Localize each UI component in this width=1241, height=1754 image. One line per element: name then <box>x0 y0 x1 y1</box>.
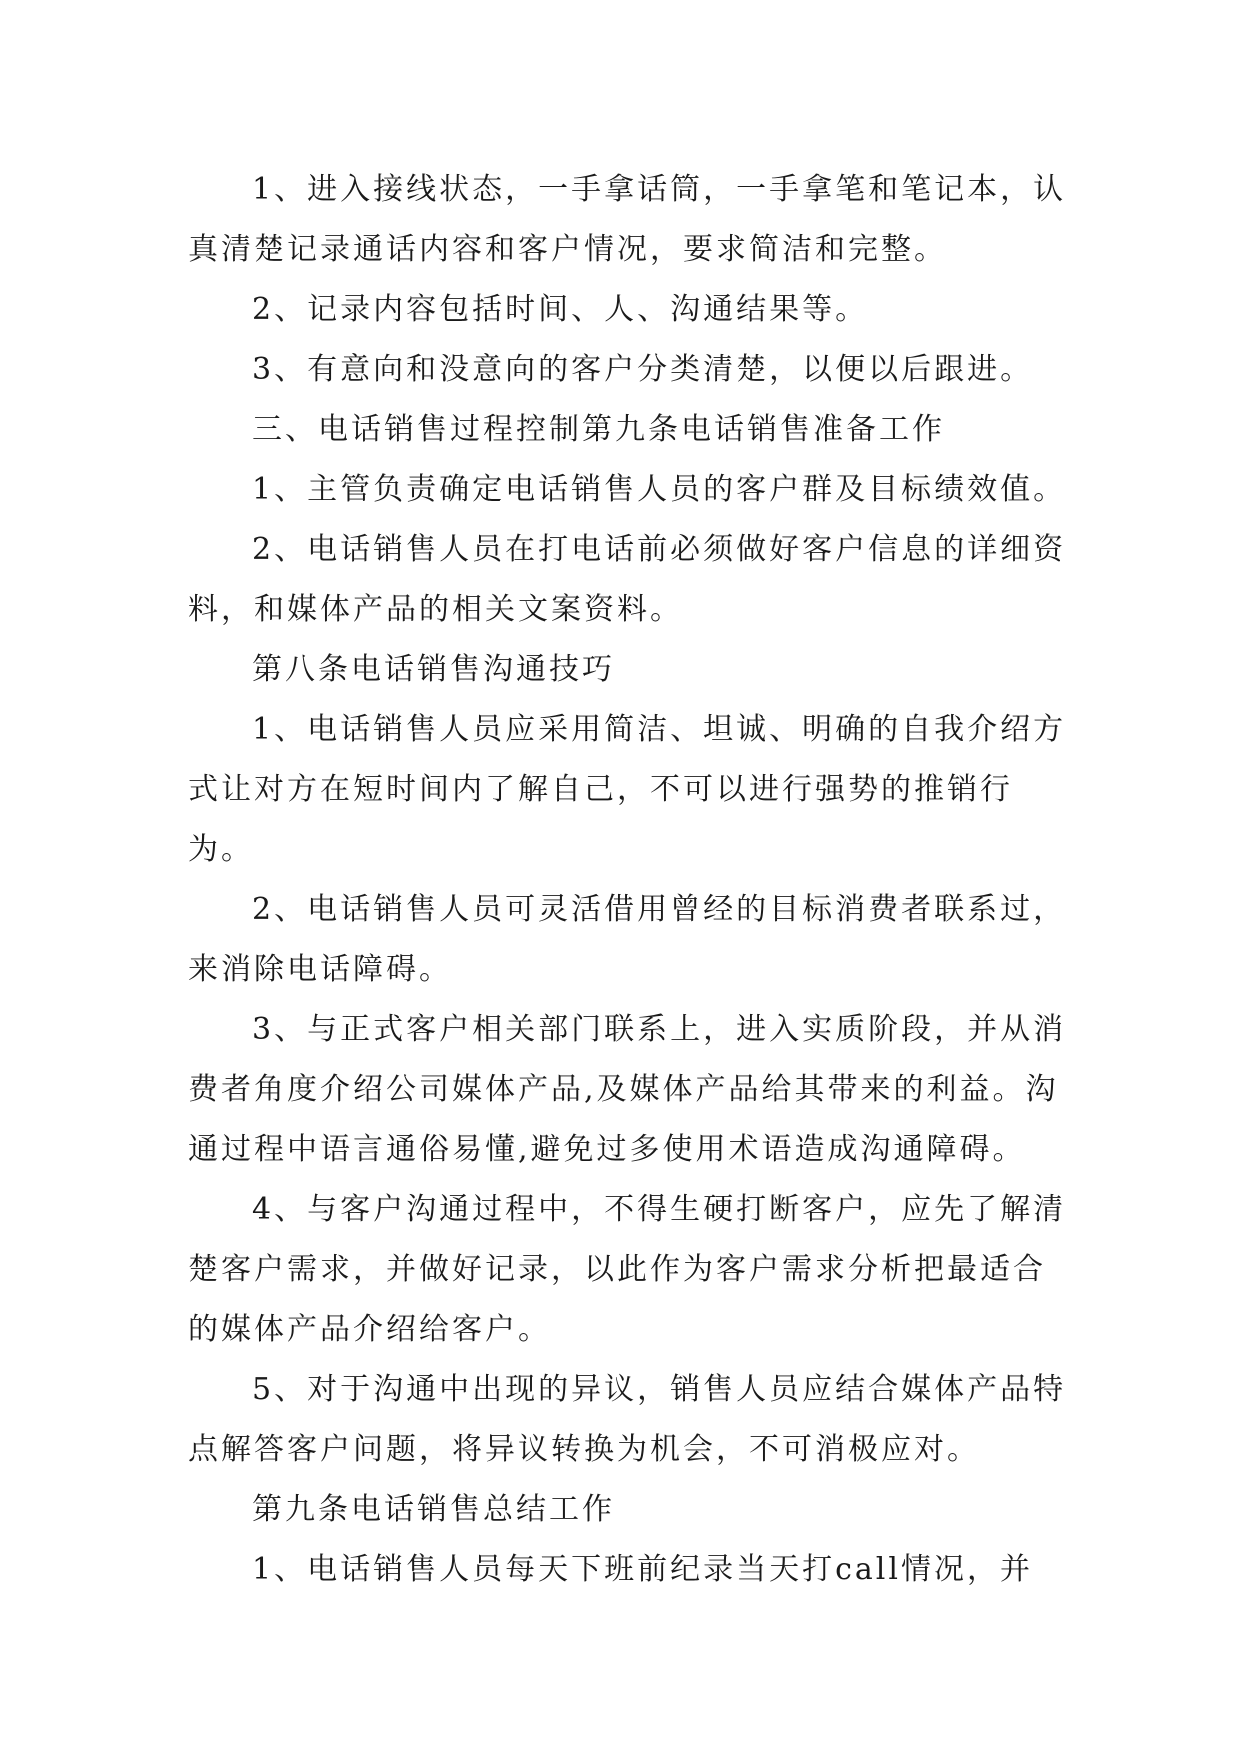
paragraph-classify-customers: 3、有意向和没意向的客户分类清楚，以便以后跟进。 <box>252 352 1034 387</box>
paragraph-prepare-materials: 2、电话销售人员在打电话前必须做好客户信息的详细资料，和媒体产品的相关文案资料。 <box>188 532 1067 627</box>
paragraph-handle-objections: 5、对于沟通中出现的异议，销售人员应结合媒体产品特点解答客户问题，将异议转换为机会，不可消极应对。 <box>188 1372 1067 1467</box>
paragraph-record-state: 1、进入接线状态，一手拿话筒，一手拿笔和笔记本，认真清楚记录通话内容和客户情况，要求简洁和完整。 <box>188 172 1067 267</box>
paragraph-daily-record: 1、电话销售人员每天下班前纪录当天打call情况，并 <box>252 1552 1033 1587</box>
paragraph-remove-obstacles: 2、电话销售人员可灵活借用曾经的目标消费者联系过，来消除电话障碍。 <box>188 892 1067 987</box>
document-body <box>188 160 1068 1600</box>
paragraph-supervisor-duty: 1、主管负责确定电话销售人员的客户群及目标绩效值。 <box>252 472 1067 507</box>
article-heading-communication-skills: 第八条电话销售沟通技巧 <box>252 652 615 687</box>
paragraph-understand-needs: 4、与客户沟通过程中，不得生硬打断客户，应先了解清楚客户需求，并做好记录，以此作为客户需求分析把最适合的媒体产品介绍给客户。 <box>188 1192 1067 1347</box>
paragraph-self-introduction: 1、电话销售人员应采用简洁、坦诚、明确的自我介绍方式让对方在短时间内了解自己，不可以进行强势的推销行为。 <box>188 712 1067 867</box>
paragraph-substantive-stage: 3、与正式客户相关部门联系上，进入实质阶段，并从消费者角度介绍公司媒体产品,及媒体产品给其带来的利益。沟通过程中语言通俗易懂,避免过多使用术语造成沟通障碍。 <box>188 1012 1067 1167</box>
article-heading-summary-work: 第九条电话销售总结工作 <box>252 1492 615 1527</box>
paragraph-record-content: 2、记录内容包括时间、人、沟通结果等。 <box>252 292 869 327</box>
section-heading-process-control: 三、电话销售过程控制第九条电话销售准备工作 <box>252 412 945 447</box>
